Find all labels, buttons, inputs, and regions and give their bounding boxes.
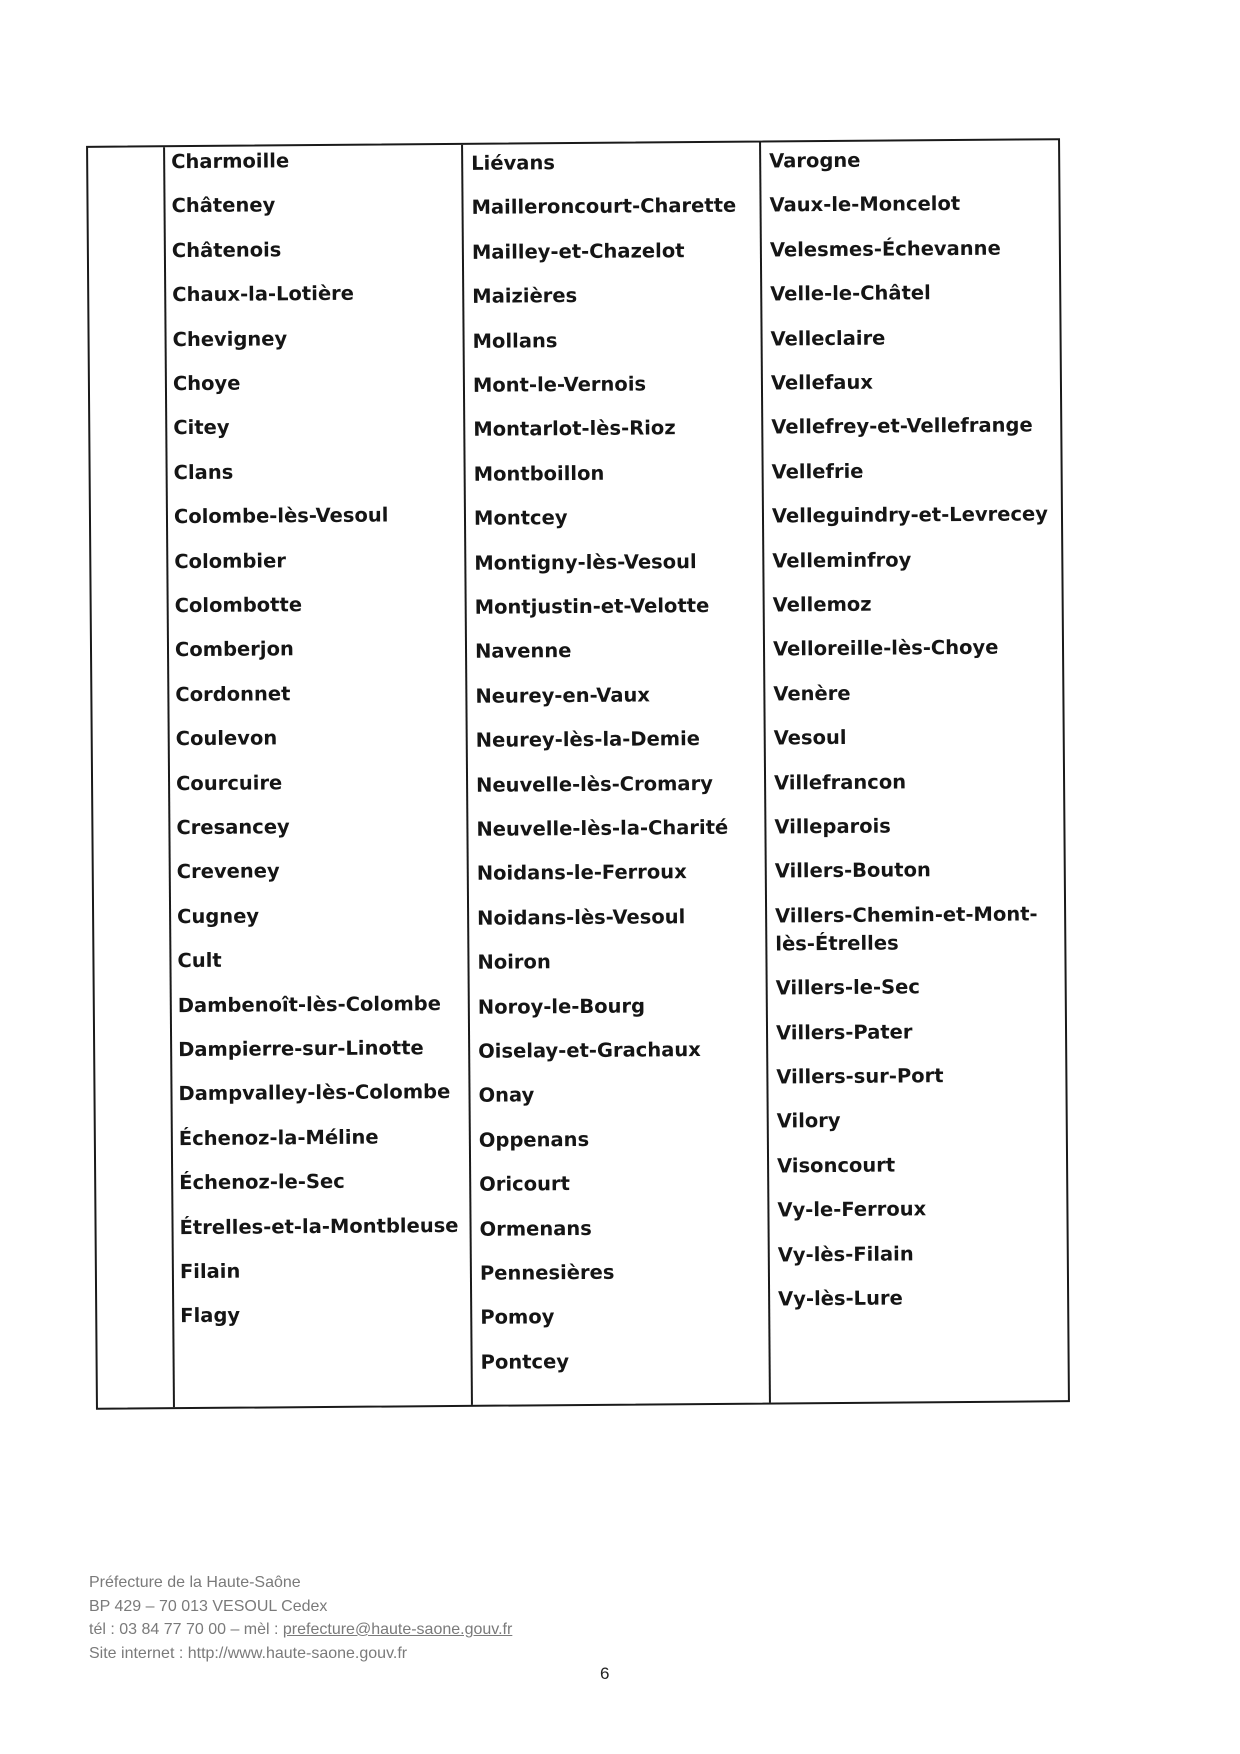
commune-entry: Charmoille	[171, 149, 290, 174]
commune-entry: Pontcey	[480, 1349, 570, 1374]
commune-entry: Vy-lès-Lure	[778, 1286, 903, 1311]
commune-entry: Mollans	[472, 328, 558, 353]
footer-email-link[interactable]: prefecture@haute-saone.gouv.fr	[282, 1621, 513, 1638]
commune-entry: Onay	[478, 1083, 535, 1108]
commune-entry: Villers-Pater	[775, 1019, 913, 1045]
commune-entry: Courcuire	[175, 770, 283, 795]
commune-entry: Cordonnet	[175, 682, 291, 706]
commune-entry: Montjustin-et-Velotte	[474, 593, 710, 619]
commune-entry: Châteney	[171, 193, 276, 218]
footer-website[interactable]: Site internet : http://www.haute-saone.gouv.fr	[89, 1644, 408, 1662]
commune-entry: Vilory	[776, 1109, 841, 1133]
commune-entry: Châtenois	[171, 238, 282, 262]
commune-entry: Velleclaire	[770, 326, 886, 351]
commune-entry: Choye	[172, 371, 241, 396]
commune-entry: Villers-Bouton	[774, 858, 931, 883]
commune-entry: Dambenoît-lès-Colombe	[177, 991, 442, 1017]
commune-entry: Velleminfroy	[772, 547, 912, 573]
commune-entry: Mont-le-Vernois	[472, 372, 647, 397]
footer-phone: tél : 03 84 77 70 00 – mèl :	[89, 1621, 283, 1638]
commune-entry: Vellemoz	[772, 592, 872, 617]
commune-entry: Oiselay-et-Grachaux	[478, 1038, 701, 1063]
commune-entry: Vellefrie	[771, 459, 864, 484]
commune-entry: Échenoz-la-Méline	[178, 1125, 379, 1150]
commune-entry: Vellefaux	[770, 370, 873, 395]
commune-entry: Montcey	[473, 506, 568, 530]
commune-entry: Clans	[173, 460, 234, 484]
commune-entry: Cresancey	[176, 815, 290, 840]
commune-entry: Colombotte	[174, 593, 303, 618]
commune-entry: Oppenans	[478, 1127, 590, 1152]
page-number: 6	[600, 1664, 610, 1683]
footer-address-name: Préfecture de la Haute-Saône	[89, 1574, 301, 1591]
commune-entry: Citey	[173, 416, 230, 440]
commune-entry: Noroy-le-Bourg	[477, 994, 646, 1019]
commune-entry: Vellefrey-et-Vellefrange	[771, 413, 1033, 439]
commune-entry: Mailley-et-Chazelot	[471, 238, 685, 264]
commune-entry: Villefrancon	[773, 770, 907, 795]
commune-entry: Villers-sur-Port	[776, 1064, 944, 1089]
commune-entry: Échenoz-le-Sec	[179, 1170, 345, 1195]
commune-entry: Velesmes-Échevanne	[769, 236, 1001, 262]
commune-entry: Montboillon	[473, 461, 605, 486]
commune-column-3	[761, 140, 1068, 1402]
commune-entry: Villers-le-Sec	[775, 975, 920, 1000]
commune-entry: Villers-Chemin-et-Mont-lès-Étrelles	[775, 902, 1038, 956]
commune-entry: Cult	[177, 948, 222, 973]
commune-entry: Colombe-lès-Vesoul	[173, 503, 389, 529]
prefecture-footer	[89, 1571, 512, 1665]
commune-entry: Creveney	[176, 859, 280, 884]
commune-entry: Flagy	[180, 1304, 241, 1328]
commune-entry: Neurey-lès-la-Demie	[475, 727, 701, 752]
commune-entry: Villeparois	[774, 814, 891, 839]
commune-entry: Chaux-la-Lotière	[172, 281, 355, 307]
commune-entry: Dampierre-sur-Linotte	[178, 1036, 424, 1062]
commune-entry: Noiron	[477, 950, 551, 974]
commune-entry: Varogne	[769, 148, 861, 173]
commune-entry: Neurey-en-Vaux	[475, 683, 650, 708]
commune-column-1	[163, 145, 473, 1407]
commune-entry: Neuvelle-lès-la-Charité	[476, 815, 729, 841]
commune-entry: Comberjon	[174, 637, 294, 662]
commune-entry: Vy-lès-Filain	[777, 1241, 914, 1267]
commune-entry: Velle-le-Châtel	[770, 281, 931, 306]
commune-entry: Vesoul	[773, 726, 847, 750]
commune-entry: Noidans-lès-Vesoul	[477, 904, 686, 930]
commune-entry: Vaux-le-Moncelot	[769, 192, 961, 217]
commune-list-1	[163, 145, 461, 1328]
commune-entry: Mailleroncourt-Charette	[471, 194, 737, 220]
commune-entry: Velloreille-lès-Choye	[772, 636, 999, 661]
commune-entry: Maizières	[472, 284, 578, 309]
footer-address-postal: BP 429 – 70 013 VESOUL Cedex	[89, 1597, 328, 1615]
commune-entry: Velleguindry-et-Levrecey	[771, 502, 1049, 528]
commune-entry: Neuvelle-lès-Cromary	[475, 771, 713, 797]
commune-entry: Filain	[179, 1259, 241, 1284]
commune-entry: Montigny-lès-Vesoul	[474, 549, 697, 575]
commune-list-3	[761, 140, 1058, 1311]
commune-entry: Étrelles-et-la-Montbleuse	[179, 1213, 459, 1239]
commune-entry: Vy-le-Ferroux	[777, 1197, 927, 1222]
commune-entry: Colombier	[174, 548, 286, 573]
commune-entry: Ormenans	[479, 1216, 592, 1241]
commune-entry: Liévans	[471, 151, 555, 175]
commune-entry: Coulevon	[175, 726, 278, 751]
commune-entry: Chevigney	[172, 326, 288, 351]
commune-entry: Noidans-le-Ferroux	[476, 860, 687, 886]
commune-entry: Venère	[773, 681, 851, 706]
commune-column-2	[463, 143, 771, 1405]
commune-entry: Oricourt	[479, 1172, 570, 1196]
commune-entry: Pomoy	[480, 1305, 555, 1330]
commune-entry: Navenne	[474, 639, 572, 664]
commune-entry: Dampvalley-lès-Colombe	[178, 1080, 451, 1106]
commune-list-2	[463, 143, 759, 1374]
footer-contact-line	[89, 1618, 512, 1642]
commune-entry: Montarlot-lès-Rioz	[473, 416, 676, 442]
commune-entry: Visoncourt	[776, 1153, 896, 1178]
commune-entry: Cugney	[177, 904, 260, 928]
empty-left-column	[88, 147, 175, 1408]
commune-entry: Pennesières	[479, 1260, 615, 1285]
commune-list-table	[86, 138, 1070, 1410]
